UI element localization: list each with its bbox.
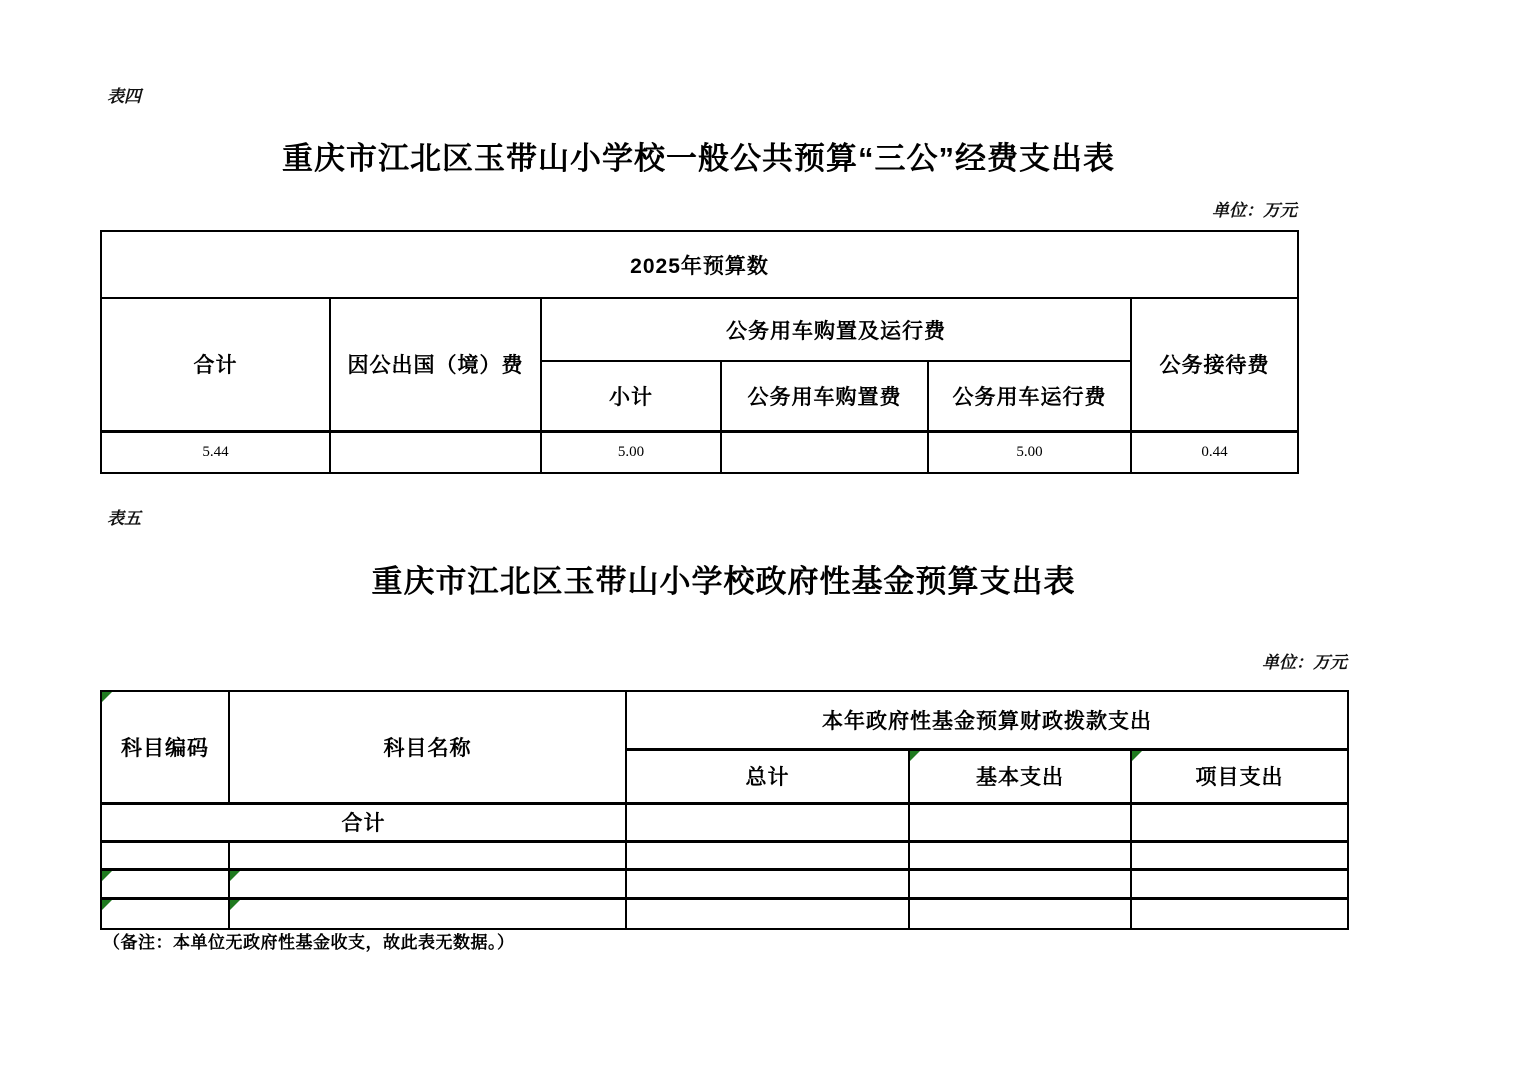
- excel-error-triangle-icon: [910, 751, 920, 761]
- empty-cell: [626, 841, 909, 869]
- excel-error-triangle-icon: [102, 692, 112, 702]
- header-total: 合计: [101, 298, 330, 431]
- excel-error-triangle-icon: [102, 871, 112, 881]
- total-basic-cell: [909, 803, 1131, 841]
- empty-cell: [229, 869, 626, 898]
- empty-cell: [101, 841, 229, 869]
- header-subject-code: [101, 691, 229, 803]
- empty-cell: [626, 869, 909, 898]
- excel-error-triangle-icon: [102, 900, 112, 910]
- table5-label: 表五: [107, 509, 141, 528]
- year-header-cell: 2025年预算数: [101, 231, 1298, 298]
- header-vehicle-purchase: 公务用车购置费: [721, 361, 928, 431]
- header-vehicle-group: 公务用车购置及运行费: [541, 298, 1131, 361]
- excel-error-triangle-icon: [1132, 751, 1142, 761]
- header-abroad-fee: 因公出国（境）费: [330, 298, 541, 431]
- value-total: 5.44: [101, 431, 330, 473]
- empty-cell: [909, 869, 1131, 898]
- excel-error-triangle-icon: [230, 900, 240, 910]
- header-fund-group: 本年政府性基金预算财政拨款支出: [626, 691, 1348, 749]
- header-reception-fee: 公务接待费: [1131, 298, 1298, 431]
- footnote: （备注：本单位无政府性基金收支，故此表无数据。）: [103, 933, 515, 952]
- empty-cell: [909, 841, 1131, 869]
- unit-label-table5: 单位：万元: [1262, 653, 1347, 672]
- basic-expenditure-label: 基本支出: [976, 766, 1064, 789]
- header-vehicle-operation: 公务用车运行费: [928, 361, 1131, 431]
- total-grand-total-cell: [626, 803, 909, 841]
- total-row-label-cell: 合计: [101, 803, 626, 841]
- subject-code-label: 科目编码: [121, 736, 209, 760]
- project-expenditure-label: 项目支出: [1195, 766, 1284, 789]
- empty-cell: [229, 841, 626, 869]
- table4-title: 重庆市江北区玉带山小学校一般公共预算“三公”经费支出表: [282, 141, 1115, 176]
- excel-error-triangle-icon: [230, 871, 240, 881]
- empty-cell: [101, 898, 229, 929]
- empty-cell: [1131, 898, 1348, 929]
- value-vehicle-purchase: [721, 431, 928, 473]
- empty-cell: [1131, 841, 1348, 869]
- table5-title: 重庆市江北区玉带山小学校政府性基金预算支出表: [371, 564, 1076, 599]
- header-subject-name: 科目名称: [229, 691, 626, 803]
- header-vehicle-subtotal: 小计: [541, 361, 721, 431]
- table4-label: 表四: [107, 87, 141, 106]
- header-grand-total: 总计: [626, 749, 909, 803]
- empty-cell: [101, 869, 229, 898]
- empty-cell: [626, 898, 909, 929]
- three-public-expense-table: [100, 230, 1299, 474]
- header-basic-expenditure: [909, 749, 1131, 803]
- value-abroad-fee: [330, 431, 541, 473]
- total-project-cell: [1131, 803, 1348, 841]
- empty-cell: [229, 898, 626, 929]
- value-vehicle-subtotal: 5.00: [541, 431, 721, 473]
- unit-label-table4: 单位：万元: [1212, 201, 1297, 220]
- empty-cell: [909, 898, 1131, 929]
- header-project-expenditure: [1131, 749, 1348, 803]
- value-reception-fee: 0.44: [1131, 431, 1298, 473]
- empty-cell: [1131, 869, 1348, 898]
- government-fund-budget-table: [100, 690, 1349, 930]
- value-vehicle-operation: 5.00: [928, 431, 1131, 473]
